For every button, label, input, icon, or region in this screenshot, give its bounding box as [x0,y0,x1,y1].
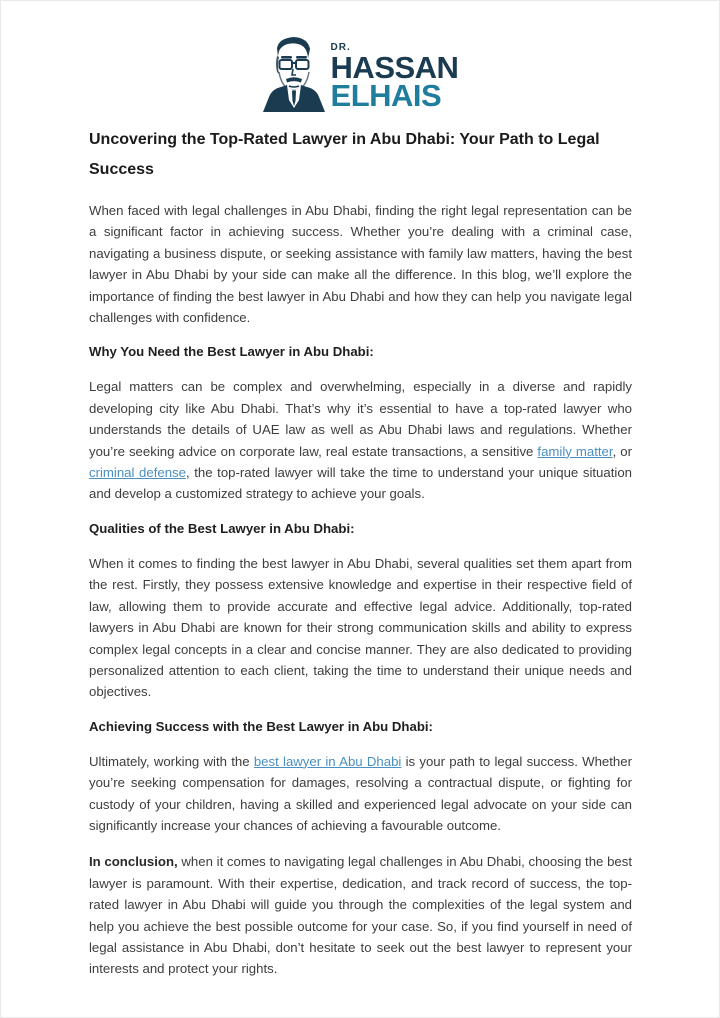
logo-first-name: HASSAN [330,49,459,85]
heading-why-you-need: Why You Need the Best Lawyer in Abu Dhabi: [89,344,374,360]
brand-logo-text [331,43,459,112]
intro-paragraph: When faced with legal challenges in Abu Dhabi, finding the right legal representation can be a significant factor in achieving success. Whether you’re dealing with a criminal case, navigating a business dispute, or seeking assistance with family law matters, having the best lawyer in Abu Dhabi by your side can make all the difference. In this blog, we’ll explore the importance of finding the best lawyer in Abu Dhabi and how they can help you navigate legal challenges with confidence. [89,203,632,326]
logo-prefix: DR. [330,41,351,53]
paragraph-qualities: When it comes to finding the best lawyer in Abu Dhabi, several qualities set them apart from the rest. Firstly, they possess extensive knowledge and expertise in their respective field of law, allowing them to provide accurate and effective legal advice. Additionally, top-rated lawyers in Abu Dhabi are known for their strong communication skills and ability to express complex legal concepts in a clear and concise manner. They are also dedicated to providing personalized attention to each client, taking the time to understand their unique needs and objectives. [89,555,632,700]
conclusion-lead: In conclusion, [89,854,178,870]
paragraph-conclusion [89,851,632,979]
paragraph-text: is your path to legal success. Whether you’re seeking compensation for damages, resolving a contractual dispute, or fighting for custody of your children, having a skilled and experienced legal advocate on your side can significantly increase your chances of achieving a favourable outcome. [89,753,632,833]
paragraph-text: Legal matters can be complex and overwhelming, especially in a diverse and rapidly developing city like Abu Dhabi. That’s why it’s essential to have a top-rated lawyer who understands the details of UAE law as well as Abu Dhabi laws and regulations. Whether you’re seeking advice on corporate law, real estate transactions, a sensitive [89,379,632,459]
best-lawyer-link[interactable]: best lawyer in Abu Dhabi [253,753,402,769]
logo-last-name: ELHAIS [330,78,442,114]
paragraph-why-you-need [89,376,632,504]
paragraph-text: Ultimately, working with the [89,753,254,769]
heading-achieving-success: Achieving Success with the Best Lawyer in Abu Dhabi: [89,718,433,734]
criminal-defense-link[interactable]: criminal defense [89,465,186,481]
paragraph-text: when it comes to navigating legal challenges in Abu Dhabi, choosing the best lawyer is paramount. With their expertise, dedication, and track record of success, the top-rated lawyer in Abu Dhabi will guide you through the complexities of the legal system and help you achieve the best possible outcome for your case. So, if you find yourself in need of legal assistance in Abu Dhabi, don’t hesitate to seek out the best lawyer to represent your interests and protect your rights. [89,854,633,977]
article-title: Uncovering the Top-Rated Lawyer in Abu Dhabi: Your Path to Legal Success [89,131,600,178]
article-body [1,125,719,980]
paragraph-achieving-success [89,751,632,837]
brand-logo [1,34,719,112]
paragraph-text: , the top-rated lawyer will take the time to understand your unique situation and develop a customized strategy to achieve your goals. [89,465,632,502]
heading-qualities: Qualities of the Best Lawyer in Abu Dhabi: [89,520,355,536]
family-matter-link[interactable]: family matter [537,443,613,459]
paragraph-text: , or [612,443,632,459]
lawyer-portrait-icon [262,34,326,112]
